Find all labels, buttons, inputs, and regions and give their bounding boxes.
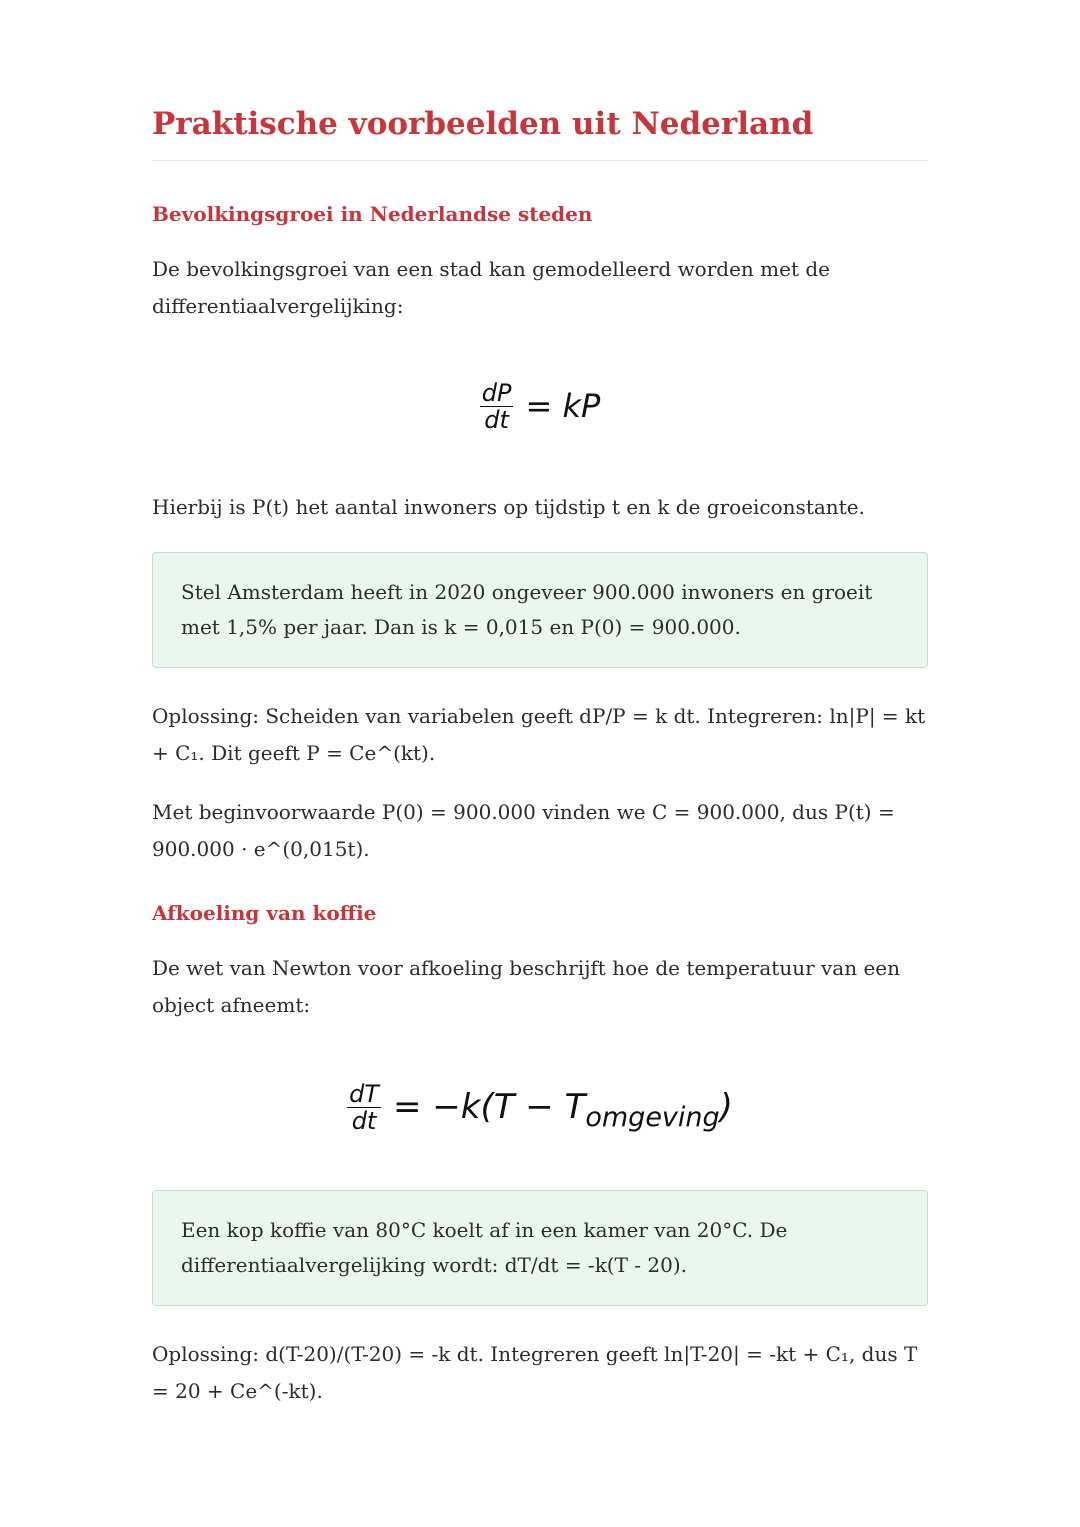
example-box-coffee xyxy=(152,1190,928,1306)
formula-newton-cooling xyxy=(152,1072,928,1142)
formula-rhs: = kP xyxy=(525,387,601,425)
title-divider xyxy=(152,160,928,161)
cooling-solution: Oplossing: d(T-20)/(T-20) = -k dt. Integreren geeft ln|T-20| = -kt + C₁, dus T = 20 + Ce^(-kt). xyxy=(152,1342,918,1403)
fraction-dt-dt xyxy=(347,1081,381,1134)
section-heading-cooling: Afkoeling van koffie xyxy=(152,901,377,925)
fraction-numerator: dT xyxy=(349,1079,379,1108)
fraction-denominator: dt xyxy=(484,405,509,434)
formula-rhs-main: = −k(T − T xyxy=(392,1087,586,1127)
population-intro: De bevolkingsgroei van een stad kan gemodelleerd worden met de differentiaalvergelijking: xyxy=(152,257,830,318)
example-text: Een kop koffie van 80°C koelt af in een kamer van 20°C. De differentiaalvergelijking wordt: dT/dt = -k(T - 20). xyxy=(181,1218,788,1277)
example-box-amsterdam xyxy=(152,552,928,668)
formula-population-growth xyxy=(152,371,928,441)
section-heading-population: Bevolkingsgroei in Nederlandse steden xyxy=(152,202,593,226)
population-initial-value: Met beginvoorwaarde P(0) = 900.000 vinden we C = 900.000, dus P(t) = 900.000 · e^(0,015t). xyxy=(152,800,895,861)
formula-rhs xyxy=(392,1087,733,1133)
page-title: Praktische voorbeelden uit Nederland xyxy=(152,106,814,142)
fraction-denominator: dt xyxy=(351,1106,377,1135)
population-explanation: Hierbij is P(t) het aantal inwoners op tijdstip t en k de groeiconstante. xyxy=(152,495,865,519)
example-text: Stel Amsterdam heeft in 2020 ongeveer 900.000 inwoners en groeit met 1,5% per jaar. Dan is k = 0,015 en P(0) = 900.000. xyxy=(181,580,873,639)
cooling-intro: De wet van Newton voor afkoeling beschrijft hoe de temperatuur van een object afneemt: xyxy=(152,956,901,1017)
formula-subscript: omgeving xyxy=(585,1102,720,1133)
formula-rhs-close: ) xyxy=(719,1087,733,1127)
fraction-dp-dt xyxy=(480,380,514,433)
population-solution: Oplossing: Scheiden van variabelen geeft dP/P = k dt. Integreren: ln|P| = kt + C₁. Dit geeft P = Ce^(kt). xyxy=(152,704,926,765)
fraction-numerator: dP xyxy=(481,378,512,407)
